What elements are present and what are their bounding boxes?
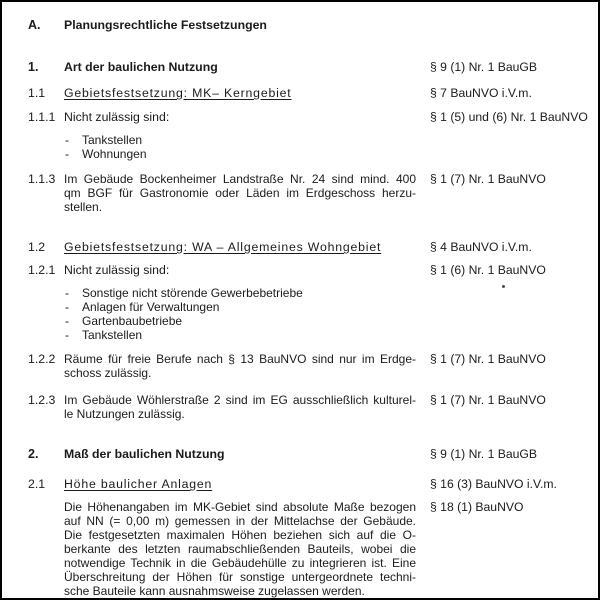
list-item-label: Anlagen für Verwaltungen <box>82 300 220 314</box>
legal-reference: § 18 (1) BauNVO <box>430 500 524 514</box>
section-body <box>64 352 416 380</box>
section-title: Gebietsfestsetzung: MK– Kerngebiet <box>64 86 292 100</box>
bullet-list-body <box>64 286 416 342</box>
body-line: Im Gebäude Wöhlerstraße 2 sind im EG ausschließlich kulturel- <box>64 393 416 407</box>
section-title: Art der baulichen Nutzung <box>64 60 218 74</box>
legal-reference: § 7 BauNVO i.V.m. <box>430 86 532 100</box>
section-number: 2.1 <box>28 477 46 491</box>
legal-reference: § 1 (7) Nr. 1 BauNVO <box>430 172 546 186</box>
section-number: 1. <box>28 60 39 74</box>
body-line: sche Bauteile kann ausnahmsweise zugelassen werden. <box>64 584 365 598</box>
scan-artifact-dot <box>502 285 505 288</box>
body-line: Im Gebäude Bockenheimer Landstraße Nr. 24 sind mind. 400 <box>64 172 416 186</box>
body-line: auf NN (= 0,00 m) gemessen in der Mittelachse der Gebäude. <box>64 514 416 528</box>
body-line: berkante des letzten raumabschließenden Bauteils, wobei die <box>64 542 416 556</box>
section-title: Maß der baulichen Nutzung <box>64 447 225 461</box>
section-number: 1.2 <box>28 240 46 254</box>
bullet-dash: - <box>65 133 69 147</box>
section-number: 1.2.3 <box>28 393 56 407</box>
body-line: schoss zulässig. <box>64 366 152 380</box>
legal-reference: § 9 (1) Nr. 1 BauGB <box>430 447 538 461</box>
page-title: Planungsrechtliche Festsetzungen <box>64 18 267 32</box>
section-body <box>64 172 416 214</box>
list-item-label: Tankstellen <box>82 328 143 342</box>
section-number: 2. <box>28 447 39 461</box>
body-line: stellen. <box>64 200 103 214</box>
legal-reference: § 9 (1) Nr. 1 BauGB <box>430 60 538 74</box>
bullet-dash: - <box>65 300 69 314</box>
list-item-label: Sonstige nicht störende Gewerbebetriebe <box>82 286 303 300</box>
list-item <box>64 328 416 342</box>
section-title: Nicht zulässig sind: <box>64 263 170 277</box>
body-line: Die Höhenangaben im MK-Gebiet sind absolute Maße bezogen <box>64 500 416 514</box>
list-item <box>64 133 416 147</box>
list-item-label: Tankstellen <box>82 133 143 147</box>
bullet-dash: - <box>65 147 69 161</box>
section-title: Höhe baulicher Anlagen <box>64 477 213 491</box>
section-body <box>64 500 416 598</box>
section-body <box>64 393 416 421</box>
body-line: Räume für freie Berufe nach § 13 BauNVO sind nur im Erdge- <box>64 352 416 366</box>
list-item <box>64 300 416 314</box>
list-item-label: Wohnungen <box>82 147 147 161</box>
legal-reference: § 4 BauNVO i.V.m. <box>430 240 532 254</box>
list-item <box>64 286 416 300</box>
section-number: A. <box>28 18 41 32</box>
list-item <box>64 147 416 161</box>
legal-reference: § 1 (7) Nr. 1 BauNVO <box>430 352 546 366</box>
body-line: qm BGF für Gastronomie oder Läden im Erdgeschoss herzu- <box>64 186 416 200</box>
section-title: Nicht zulässig sind: <box>64 110 170 124</box>
list-item <box>64 314 416 328</box>
body-line: Die festgesetzten maximalen Höhen beziehen sich auf die O- <box>64 528 416 542</box>
legal-reference: § 1 (7) Nr. 1 BauNVO <box>430 393 546 407</box>
bullet-list-body <box>64 133 416 161</box>
legal-reference: § 1 (5) und (6) Nr. 1 BauNVO <box>430 110 588 124</box>
list-item-label: Gartenbaubetriebe <box>82 314 183 328</box>
body-line: Überschreitung der Höhen für sonstige untergeordnete techni- <box>64 570 416 584</box>
body-line: notwendige Technik in die Gebäudehülle zu integrieren ist. Eine <box>64 556 416 570</box>
section-number: 1.1 <box>28 86 46 100</box>
section-number: 1.2.1 <box>28 263 56 277</box>
bullet-dash: - <box>65 314 69 328</box>
section-title: Gebietsfestsetzung: WA – Allgemeines Wohngebiet <box>64 240 382 254</box>
legal-reference: § 16 (3) BauNVO i.V.m. <box>430 477 557 491</box>
body-line: le Nutzungen zulässig. <box>64 407 185 421</box>
bullet-dash: - <box>65 286 69 300</box>
legal-reference: § 1 (6) Nr. 1 BauNVO <box>430 263 546 277</box>
section-number: 1.2.2 <box>28 352 56 366</box>
section-number: 1.1.1 <box>28 110 56 124</box>
bullet-dash: - <box>65 328 69 342</box>
section-number: 1.1.3 <box>28 172 56 186</box>
